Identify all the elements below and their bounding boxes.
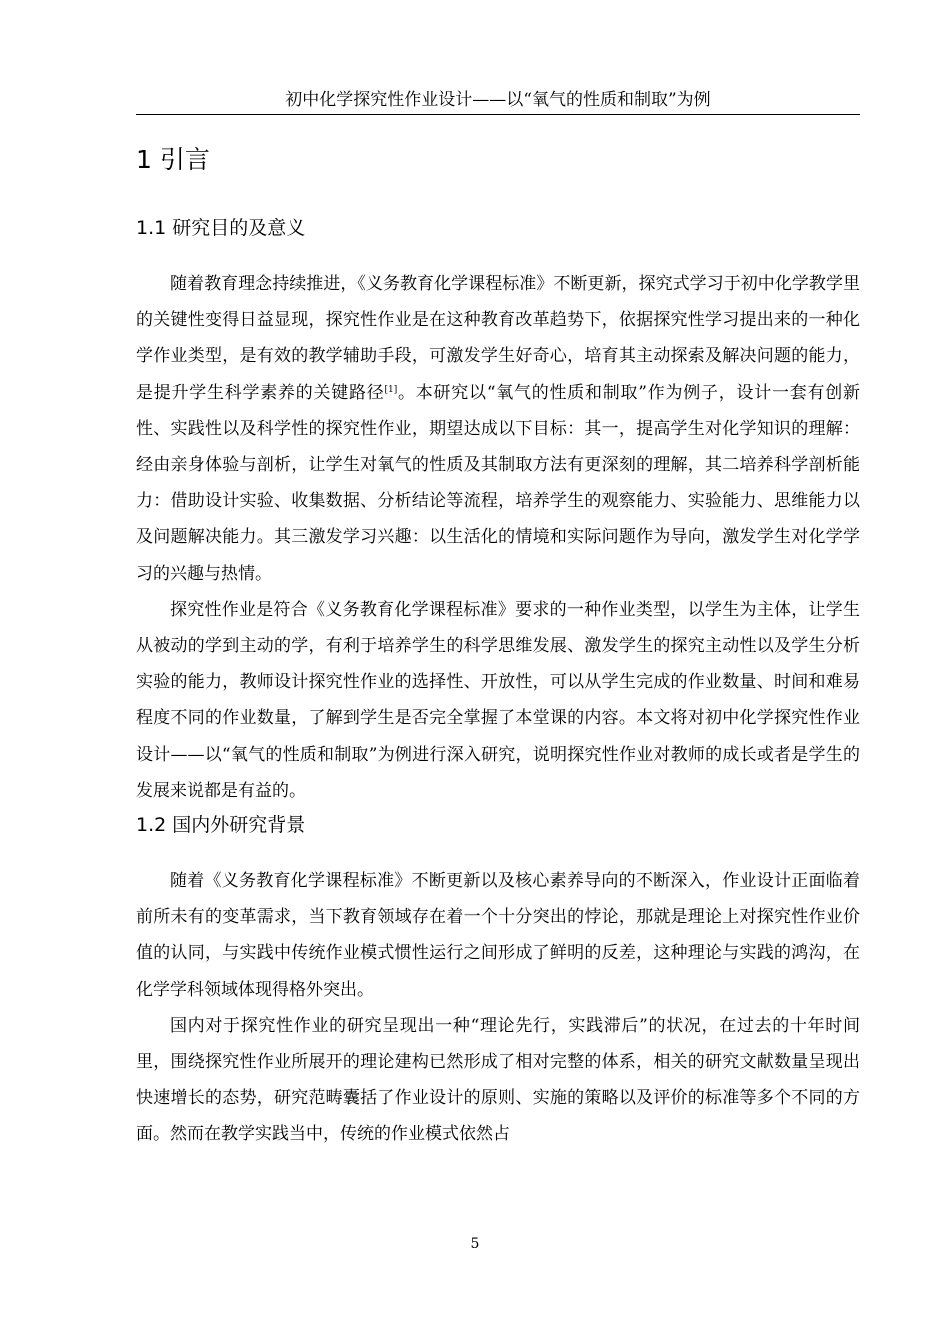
- paragraph-text: 随着教育理念持续推进，《义务教育化学课程标准》不断更新，探究式学习于初中化学教学里的关键性变得日益显现，探究性作业是在这种教育改革趋势下，依据探究性学习提出来的一种化学作业类型，是有效的教学辅助手段，可激发学生好奇心，培育其主动探索及解决问题的能力，是提升学生科学素养的关键路径: [136, 274, 860, 403]
- paragraph-text: 。本研究以“氧气的性质和制取”作为例子，设计一套有创新性、实践性以及科学性的探究性作业，期望达成以下目标：其一，提高学生对化学知识的理解：经由亲身体验与剖析，让学生对氧气的性质及其制取方法有更深刻的理解，其二培养科学剖析能力：借助设计实验、收集数据、分析结论等流程，培养学生的观察能力、实验能力、思维能力以及问题解决能力。其三激发学习兴趣：以生活化的情境和实际问题作为导向，激发学生对化学学习的兴趣与热情。: [136, 382, 860, 584]
- paragraph: 国内对于探究性作业的研究呈现出一种“理论先行，实践滞后”的状况，在过去的十年时间里，围绕探究性作业所展开的理论建构已然形成了相对完整的体系，相关的研究文献数量呈现出快速增长的态势，研究范畴囊括了作业设计的原则、实施的策略以及评价的标准等多个不同的方面。然而在教学实践当中，传统的作业模式依然占: [136, 1015, 860, 1145]
- chapter-title: 1 引言: [136, 145, 210, 174]
- section-title-1-1: 1.1 研究目的及意义: [136, 217, 306, 239]
- paragraph: 随着《义务教育化学课程标准》不断更新以及核心素养导向的不断深入，作业设计正面临着前所未有的变革需求，当下教育领域存在着一个十分突出的悖论，那就是理论上对探究性作业价值的认同，与实践中传统作业模式惯性运行之间形成了鲜明的反差，这种理论与实践的鸿沟，在化学学科领域体现得格外突出。: [136, 871, 860, 1000]
- page-number: 5: [470, 1236, 480, 1252]
- paragraph: [136, 266, 860, 592]
- citation-ref[interactable]: [1]: [384, 384, 398, 395]
- running-header: 初中化学探究性作业设计——以“氧气的性质和制取”为例: [136, 86, 860, 115]
- body-content: [136, 140, 860, 1153]
- section-title-1-2: 1.2 国内外研究背景: [136, 814, 306, 837]
- paragraph: 探究性作业是符合《义务教育化学课程标准》要求的一种作业类型，以学生为主体，让学生从被动的学到主动的学，有利于培养学生的科学思维发展、激发学生的探究主动性以及学生分析实验的能力，教师设计探究性作业的选择性、开放性，可以从学生完成的作业数量、时间和难易程度不同的作业数量，了解到学生是否完全掌握了本堂课的内容。本文将对初中化学探究性作业设计——以“氧气的性质和制取”为例进行深入研究，说明探究性作业对教师的成长或者是学生的发展来说都是有益的。: [136, 599, 860, 801]
